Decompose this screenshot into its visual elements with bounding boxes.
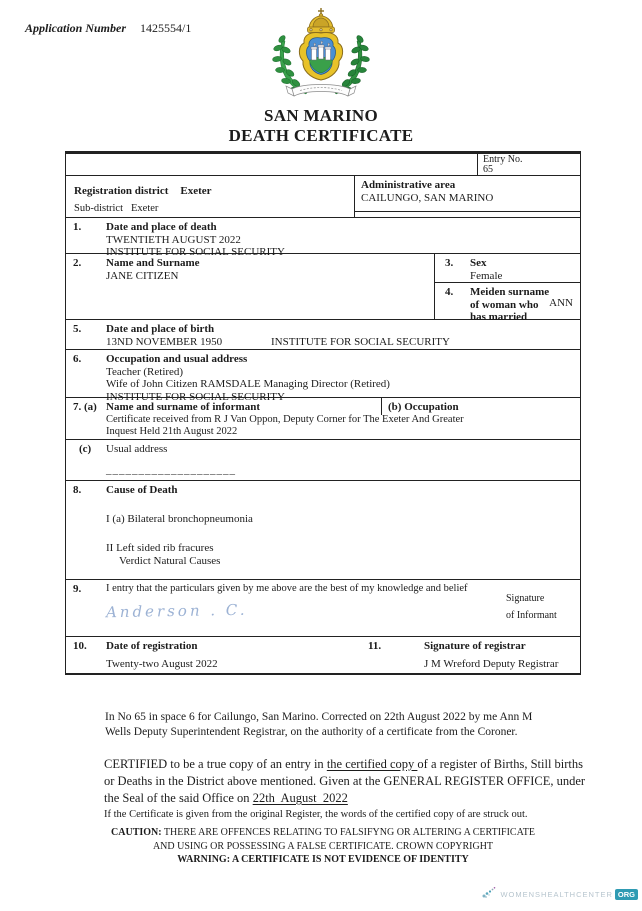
section10-label: Date of registration [106,640,198,652]
section3-number: 3. [445,257,454,269]
section-date-of-registration [66,637,361,673]
registration-district-value: Exeter [180,185,212,197]
section-declaration [66,580,580,637]
caution-block [65,826,581,867]
cause-of-death-verdict: Verdict Natural Causes [119,554,221,567]
section-sex [435,254,580,283]
section11-label: Signature of registrar [424,640,526,652]
section9-number: 9. [73,583,82,595]
original-register-note: If the Certificate is given from the original Register, the words of the certified copy of are struck out. [104,809,528,820]
section-date-place-of-death [66,218,580,258]
section-occupation-address [66,350,580,403]
sub-district-label: Sub-district [74,203,123,214]
correction-note [105,710,532,740]
title-type: DEATH CERTIFICATE [228,126,414,145]
section4-label-line2: of woman who [470,298,539,311]
usual-address-value: INSTITUTE FOR SOCIAL SECURITY [106,390,285,403]
certificate-table [65,151,581,675]
registration-date-value: Twenty-two August 2022 [106,657,218,670]
section-informant-address [66,440,580,481]
section7c-label: Usual address [106,443,168,455]
section-maiden-surname [435,283,580,324]
administrative-area-value: CAILUNGO, SAN MARINO [361,191,494,204]
certified-copy-underline: the certified copy [326,757,418,771]
seal-date-underline: 22th August 2022 [252,791,348,805]
title-country: SAN MARINO [264,106,378,125]
birth-place-value: INSTITUTE FOR SOCIAL SECURITY [271,335,450,348]
san-marino-coat-of-arms-icon [262,6,380,109]
informant-line1: Certificate received from R J Van Oppon, Deputy Corner for The Exeter And Greater [106,413,464,425]
section2-number: 2. [73,257,82,269]
section-signature-of-registrar [361,637,580,673]
document-title [0,106,642,146]
cause-of-death-line2: II Left sided rib fracures [106,542,214,554]
section7b-occupation-label: (b) Occupation [381,398,459,415]
application-number [25,21,191,36]
administrative-area-cell [354,176,580,217]
correction-note-line1: In No 65 in space 6 for Cailungo, San Marino. Corrected on 22th August 2022 by me Ann M [105,711,533,723]
section8-number: 8. [73,484,82,496]
section-cause-of-death [66,481,580,580]
section-name-surname [66,254,434,319]
registrar-signature-value: J M Wreford Deputy Registrar [424,657,559,670]
sex-value: Female [470,269,503,282]
section-registration-signature [66,637,580,673]
correction-note-line2: Wells Deputy Superintendent Registrar, on the authority of a certificate from the Coroner. [105,726,518,738]
entry-no-cell [477,154,580,175]
watermark [481,885,638,903]
informant-line2: Inquest Held 21th August 2022 [106,426,238,437]
registration-row [66,176,580,218]
occupation-value: Teacher (Retired) [106,365,184,378]
section7c-number: (c) [79,443,92,455]
warning-line: WARNING: A CERTIFICATE IS NOT EVIDENCE OF IDENTITY [177,854,469,865]
registration-district-label: Registration district [74,185,169,197]
certified-paragraph: CERTIFIED to be a true copy of an entry in the certified copy of a register of Births, Still births or Deaths in the District above mentioned. Given at the GENERAL REGISTER OFFICE, under the Seal of the said Office on 22th August 2022 If the Certificate is given from the original Register, the words of the certified copy of are struck out. [104,756,588,821]
section11-number: 11. [368,640,382,652]
spouse-value: Wife of John Citizen RAMSDALE Managing Director (Retired) [106,378,390,390]
section5-number: 5. [73,323,82,335]
caution-line2: AND USING OR POSSESSING A FALSE CERTIFICATE. CROWN COPYRIGHT [152,840,494,852]
signature-of-informant-label: Signature of Informant [506,593,557,621]
womenshealthcenter-logo-icon [481,885,498,903]
maiden-surname-value: ANN [549,297,573,309]
administrative-area-label: Administrative area [361,179,456,191]
death-date-value: TWENTIETH AUGUST 2022 [106,233,241,246]
watermark-text: WOMENSHEALTHCENTER [500,889,613,899]
watermark-org-badge: ORG [615,889,638,900]
section7a-label: Name and surname of informant [106,401,260,413]
section4-label-line1: Meiden surname [470,286,550,298]
death-place-value: INSTITUTE FOR SOCIAL SECURITY [106,246,285,258]
section-date-place-of-birth [66,320,580,350]
section6-number: 6. [73,353,82,365]
application-number-label: Application Number [25,21,127,35]
application-number-value: 1425554/1 [140,21,192,35]
entry-row [66,154,580,176]
section-name-sex-maiden [66,254,580,323]
name-surname-value: JANE CITIZEN [106,269,179,282]
registration-district-cell [66,176,354,217]
informant-address-blank: ____________________ [106,463,236,476]
section4-label-line3: has married [470,311,528,323]
section7a-number: 7. (a) [73,401,97,413]
section1-label: Date and place of death [106,221,217,233]
section3-label: Sex [470,257,487,269]
section1-number: 1. [73,221,82,233]
section8-label: Cause of Death [106,484,178,496]
section6-label: Occupation and usual address [106,353,248,365]
cause-of-death-line1: I (a) Bilateral bronchopneumonia [106,512,253,525]
section2-label: Name and Surname [106,257,200,269]
entry-no-value: 65 [483,164,493,175]
section5-label: Date and place of birth [106,323,215,335]
sub-district-value: Exeter [131,203,159,214]
declaration-statement: I entry that the particulars given by me above are the best of my knowledge and belief [106,583,468,594]
birth-date-value: 13ND NOVEMBER 1950 [106,335,223,348]
section-informant [66,398,580,440]
section4-number: 4. [445,286,454,298]
caution-line1: CAUTION: THERE ARE OFFENCES RELATING TO FALSIFYNG OR ALTERING A CERTIFICATE [111,827,535,838]
section10-number: 10. [73,640,87,652]
informant-signature: Anderson . C. [105,600,248,622]
entry-no-label: Entry No. [483,154,523,165]
